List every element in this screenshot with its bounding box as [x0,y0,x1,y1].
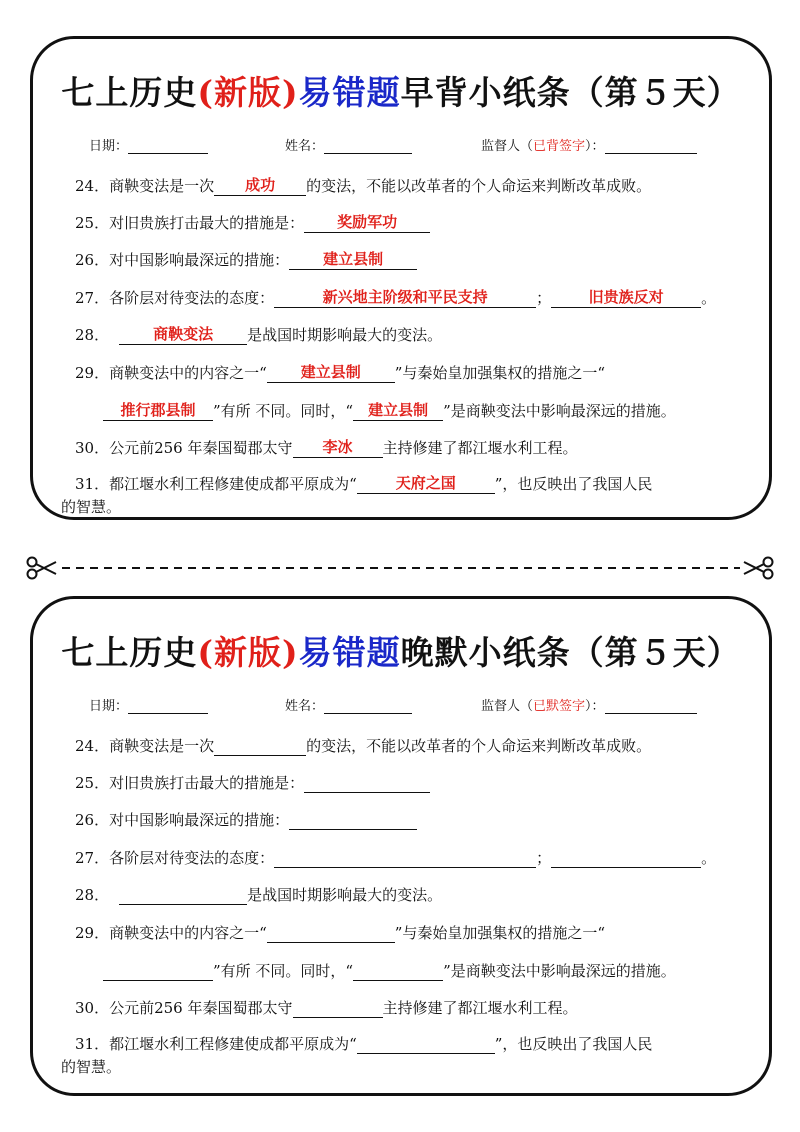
answer-blank[interactable]: 推行郡县制 [103,400,213,421]
evening-memo-card [30,596,772,1096]
title-topic: 易错题 [298,73,401,112]
answer-blank[interactable]: 建立县制 [353,400,443,421]
question-31: 31．都江堰水利工程修建使成都平原成为“ ”，也反映出了我国人民 [75,1035,653,1053]
answer-blank[interactable] [214,735,306,756]
page-title [33,67,769,114]
title-edition: (新版) [197,73,299,112]
title-edition: (新版) [197,633,299,672]
question-28: 28． 商鞅变法 是战国时期影响最大的变法。 [75,325,443,344]
question-24: 24．商鞅变法是一次 的变法，不能以改革者的个人命运来判断改革成败。 [75,737,652,755]
question-29-cont: 推行郡县制 ”有所 不同。同时，“ 建立县制 ”是商鞅变法中影响最深远的措施。 [75,400,676,421]
meta-row [33,695,769,717]
answer-blank[interactable] [353,960,443,981]
answer-blank[interactable]: 商鞅变法 [119,324,247,345]
answer-blank[interactable]: 建立县制 [267,362,395,383]
question-29: 29．商鞅变法中的内容之一“ ”与秦始皇加强集权的措施之一“ [75,924,606,942]
question-30: 30．公元前256 年秦国蜀郡太守 李冰 主持修建了都江堰水利工程。 [75,438,578,457]
page-title [33,627,769,674]
answer-blank[interactable] [267,922,395,943]
question-27: 27．各阶层对待变法的态度： ； 。 [75,849,717,867]
question-25: 25．对旧贵族打击最大的措施是： 奖励军功 [75,212,430,233]
title-part: 七上历史 [61,633,198,672]
question-29: 29．商鞅变法中的内容之一“ 建立县制 ”与秦始皇加强集权的措施之一“ [75,363,606,382]
answer-blank[interactable]: 李冰 [293,437,383,458]
title-part: 七上历史 [61,73,198,112]
supervisor-field[interactable]: 监督人（已默签字）： [481,695,697,714]
meta-row [33,135,769,157]
answer-blank[interactable]: 奖励军功 [304,212,430,233]
question-24: 24．商鞅变法是一次 成功 的变法，不能以改革者的个人命运来判断改革成败。 [75,176,652,195]
date-field[interactable]: 日期： [89,695,208,714]
answer-blank[interactable] [103,960,213,981]
answer-blank[interactable]: 成功 [214,175,306,196]
title-suffix: 晚默小纸条（第５天） [400,633,741,672]
title-suffix: 早背小纸条（第５天） [400,73,741,112]
supervisor-field[interactable]: 监督人（已背签字）： [481,135,697,154]
question-25: 25．对旧贵族打击最大的措施是： [75,772,430,793]
answer-blank[interactable] [274,847,536,868]
scissors-icon [28,558,57,579]
name-field[interactable]: 姓名： [285,695,412,714]
answer-blank[interactable]: 旧贵族反对 [551,287,701,308]
answer-blank[interactable]: 天府之国 [357,473,495,494]
question-26: 26．对中国影响最深远的措施： [75,809,417,830]
name-field[interactable]: 姓名： [285,135,412,154]
cut-line [0,556,800,580]
answer-blank[interactable] [551,847,701,868]
question-28: 28． 是战国时期影响最大的变法。 [75,886,443,904]
answer-blank[interactable] [289,809,417,830]
question-31-cont: 的智慧。 [61,498,122,516]
question-26: 26．对中国影响最深远的措施： 建立县制 [75,249,417,270]
morning-memo-card [30,36,772,520]
scissors-icon [744,558,773,579]
question-31: 31．都江堰水利工程修建使成都平原成为“ 天府之国 ”，也反映出了我国人民 [75,474,653,493]
question-27: 27．各阶层对待变法的态度： 新兴地主阶级和平民支持 ； 旧贵族反对 。 [75,288,717,307]
answer-blank[interactable]: 建立县制 [289,249,417,270]
title-topic: 易错题 [298,633,401,672]
question-29-cont: ”有所 不同。同时，“ ”是商鞅变法中影响最深远的措施。 [75,960,676,981]
date-field[interactable]: 日期： [89,135,208,154]
question-30: 30．公元前256 年秦国蜀郡太守 主持修建了都江堰水利工程。 [75,999,578,1017]
answer-blank[interactable] [357,1033,495,1054]
question-31-cont: 的智慧。 [61,1058,122,1076]
answer-blank[interactable] [304,772,430,793]
answer-blank[interactable] [119,884,247,905]
answer-blank[interactable] [293,997,383,1018]
answer-blank[interactable]: 新兴地主阶级和平民支持 [274,287,536,308]
